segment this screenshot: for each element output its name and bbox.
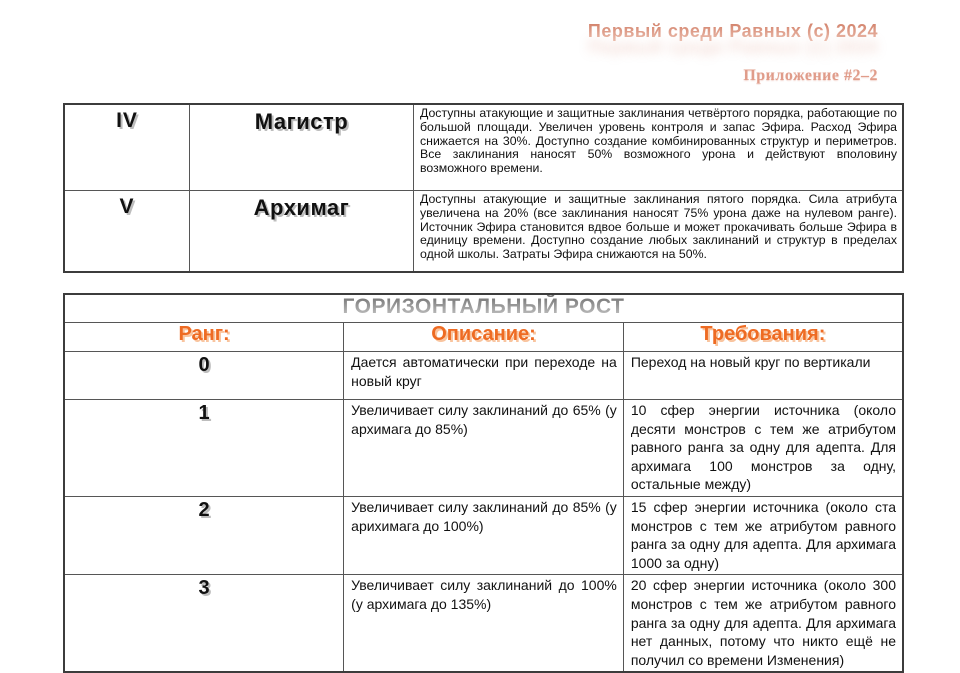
table-title-row [64,294,903,323]
rank-numeral: V [64,191,190,273]
table-row [64,104,903,191]
rank-numeral: 3 [64,575,344,672]
vertical-growth-table [63,103,904,273]
rank-description: Дается автоматически при переходе на новый круг [344,352,624,400]
table-title-cell [64,294,903,323]
column-header-description: Описание: [344,323,624,352]
table-row [64,575,903,672]
horizontal-growth-table [63,293,904,673]
rank-requirements: Переход на новый круг по вертикали [623,352,903,400]
rank-numeral: 0 [64,352,344,400]
rank-description: Увеличивает силу заклинаний до 85% (у арихимага до 100%) [344,496,624,574]
table-row [64,352,903,400]
rank-name: Архимаг [190,191,414,273]
table-row [64,191,903,273]
rank-name: Магистр [190,104,414,191]
rank-description: Увеличивает силу заклинаний до 65% (у архимага до 85%) [344,400,624,497]
rank-description: Увеличивает силу заклинаний до 100% (у архимага до 135%) [344,575,624,672]
rank-numeral: 1 [64,400,344,497]
rank-description: Доступны атакующие и защитные заклинания четвёртого порядка, работающие по большой площади. Увеличен уровень контроля и запас Эфира. Расход Эфира снижается на 30%. Доступно создание комбинированных структур и периметров. Все заклинания наносят 50% возможного урона и действуют вполовину возможного времени. [414,104,904,191]
column-header-requirements: Требования: [623,323,903,352]
document-title: Первый среди Равных (с) 2024 [587,21,878,41]
appendix-label: Приложение #2–2 [743,67,878,84]
rank-numeral: 2 [64,496,344,574]
rank-numeral: IV [64,104,190,191]
rank-requirements: 15 сфер энергии источника (около ста монстров с тем же атрибутом равного ранга за одну для адепта. Для архимага 1000 за одну) [623,496,903,574]
table-title: ГОРИЗОНТАЛЬНЫЙ РОСТ [342,295,625,318]
table-row [64,496,903,574]
rank-requirements: 10 сфер энергии источника (около десяти монстров с тем же атрибутом равного ранга за одну для адепта. Для архимага 100 монстров за одну, остальные между) [623,400,903,497]
rank-requirements: 20 сфер энергии источника (около 300 монстров с тем же атрибутом равного ранга за одну для адепта. Для архимага нет данных, потому что никто ещё не получил со времени Изменения) [623,575,903,672]
table-row [64,400,903,497]
column-header-rank: Ранг: [64,323,344,352]
rank-description: Доступны атакующие и защитные заклинания пятого порядка. Сила атрибута увеличена на 20% (все заклинания наносят 75% урона даже на нулевом ранге). Источник Эфира становится вдвое больше и может прокачивать больше Эфира в единицу времени. Доступно создание любых заклинаний и структур в пределах одной школы. Затраты Эфира снижаются на 50%. [414,191,904,273]
column-header-row [64,323,903,352]
